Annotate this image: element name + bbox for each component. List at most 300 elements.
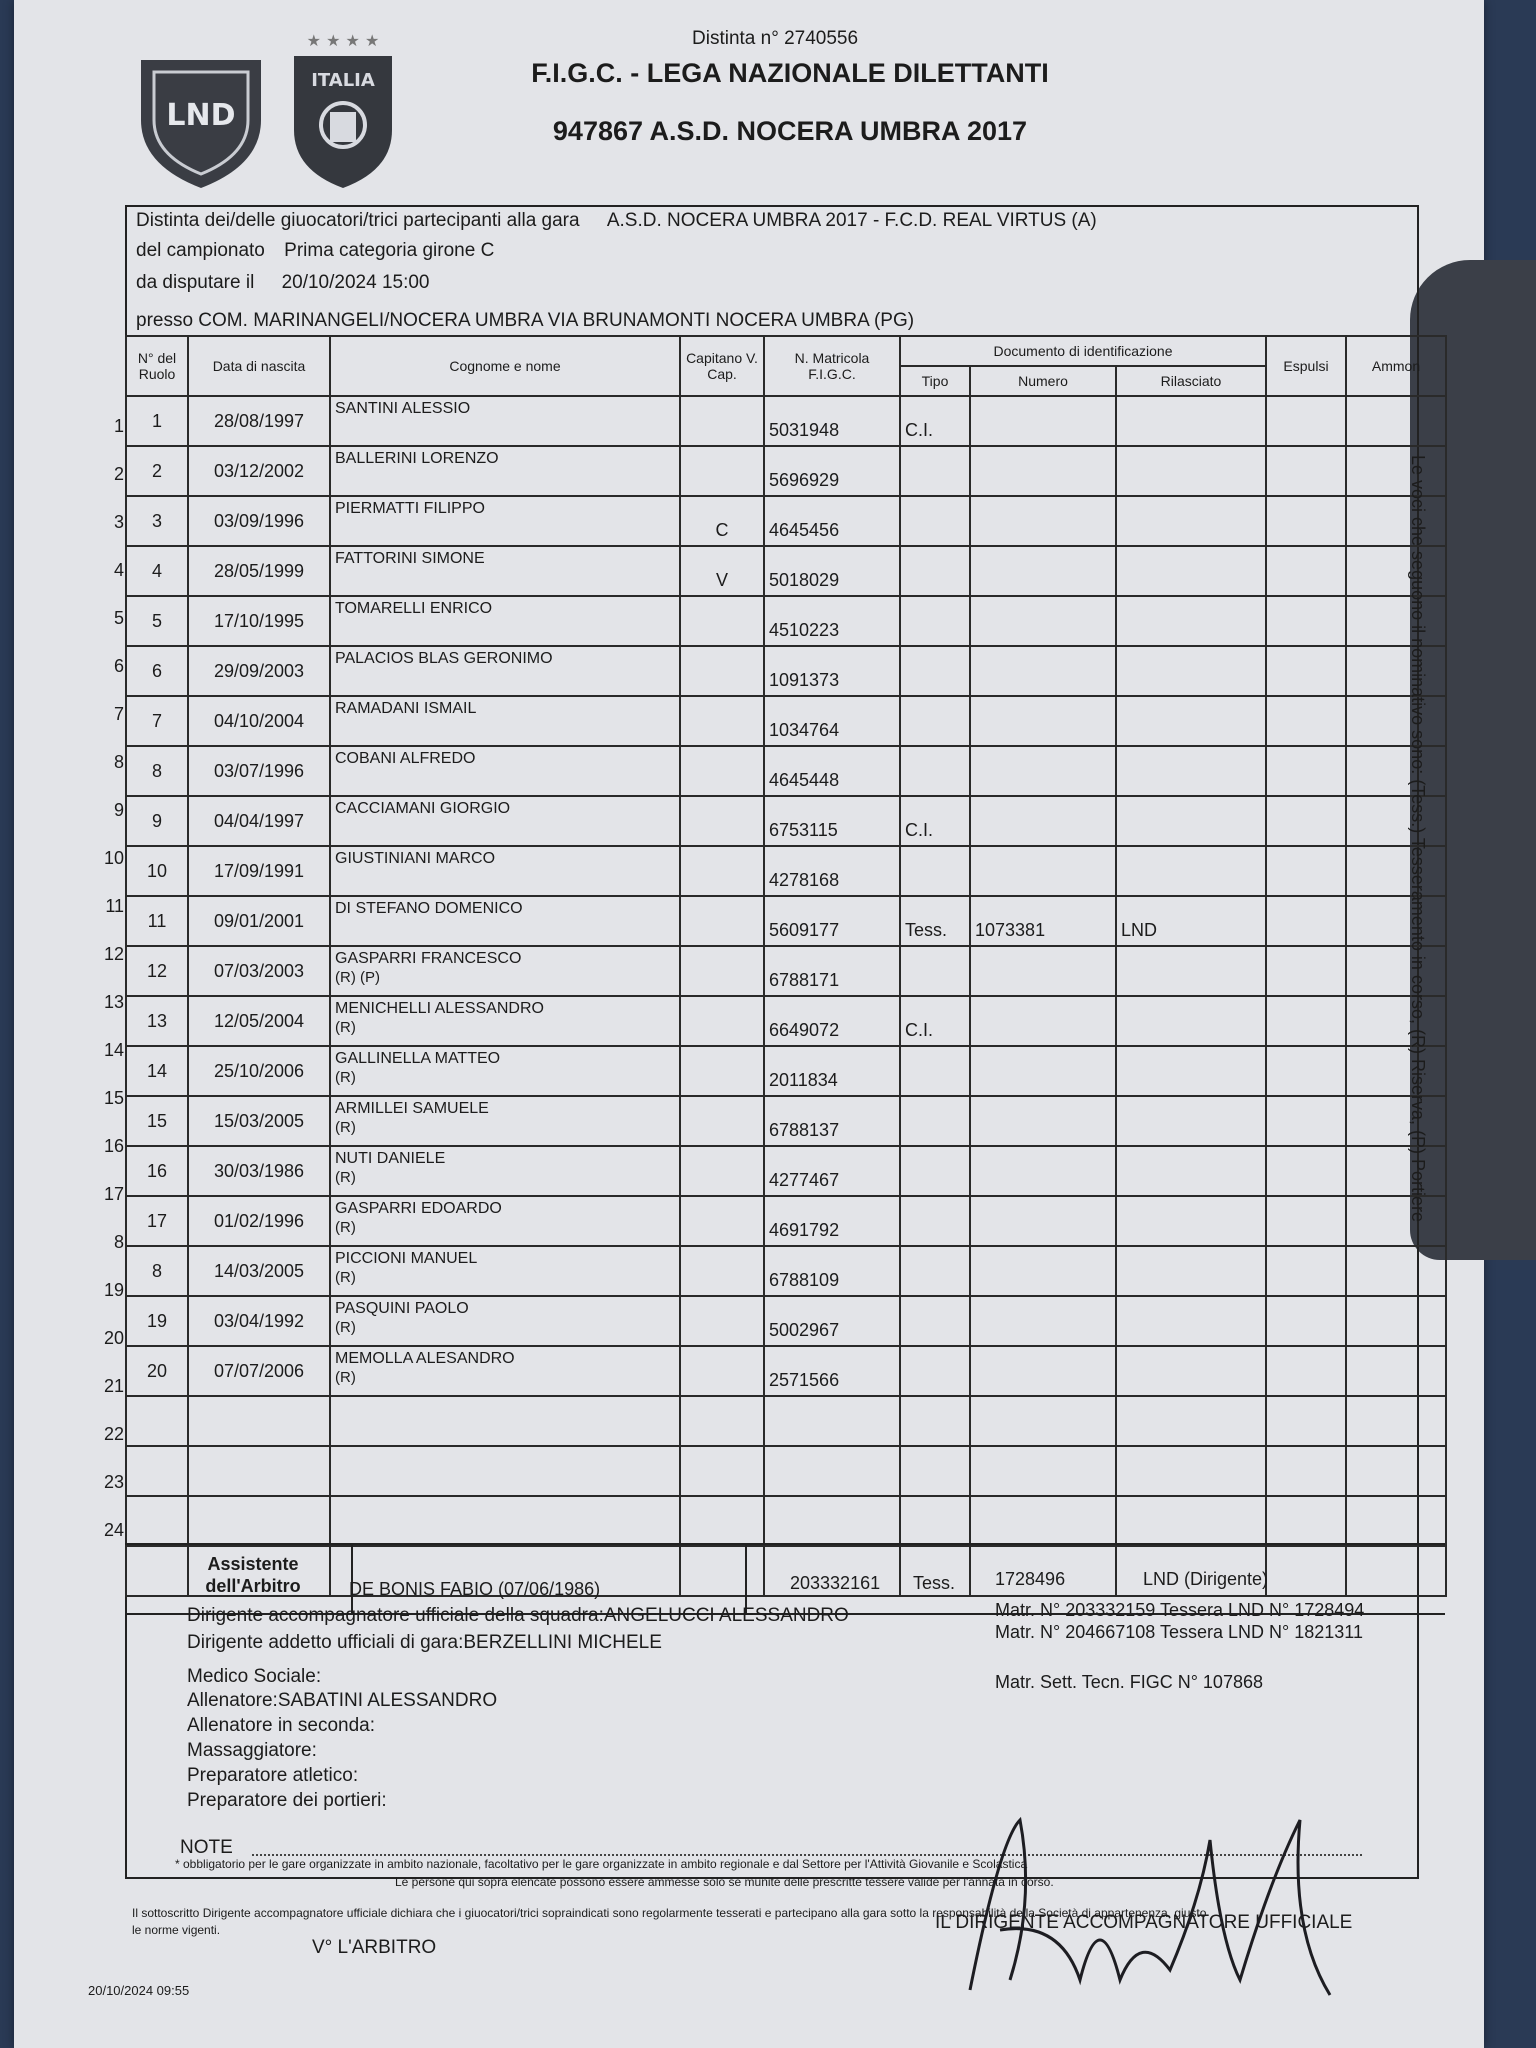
player-ruolo — [126, 1396, 188, 1446]
player-doc-tipo — [900, 1446, 970, 1496]
player-capitano — [680, 596, 764, 646]
player-doc-tipo — [900, 1246, 970, 1296]
player-doc-rilasciato — [1116, 396, 1266, 446]
player-doc-numero — [970, 396, 1116, 446]
player-doc-rilasciato — [1116, 1496, 1266, 1546]
svg-text:★ ★ ★ ★: ★ ★ ★ ★ — [306, 31, 380, 50]
player-espulsi — [1266, 746, 1346, 796]
info-campionato-value: Prima categoria girone C — [284, 240, 495, 261]
player-doc-rilasciato — [1116, 846, 1266, 896]
player-doc-tipo — [900, 696, 970, 746]
player-doc-rilasciato — [1116, 1096, 1266, 1146]
info-gara-value: A.S.D. NOCERA UMBRA 2017 - F.C.D. REAL VIRTUS (A) — [606, 210, 1097, 231]
player-ruolo: 20 — [126, 1346, 188, 1396]
player-doc-rilasciato — [1116, 1046, 1266, 1096]
col-tipo: Tipo — [900, 366, 970, 396]
player-espulsi — [1266, 396, 1346, 446]
player-capitano — [680, 796, 764, 846]
row-number: 7 — [113, 704, 124, 724]
player-nome — [330, 1296, 680, 1346]
player-nome — [330, 446, 680, 496]
table-row — [126, 446, 1446, 496]
row-number: 5 — [113, 608, 124, 628]
player-nascita: 25/10/2006 — [188, 1046, 330, 1096]
player-nascita: 03/12/2002 — [188, 446, 330, 496]
player-nome-text: GIUSTINIANI MARCO — [335, 850, 496, 867]
info-data — [136, 272, 430, 294]
player-capitano — [680, 446, 764, 496]
player-nascita: 04/04/1997 — [188, 796, 330, 846]
table-row — [126, 896, 1446, 946]
player-matricola: 6649072 — [764, 996, 900, 1046]
player-matricola — [764, 1496, 900, 1546]
player-nome — [330, 1246, 680, 1296]
player-nome — [330, 896, 680, 946]
info-data-value: 20/10/2024 15:00 — [281, 272, 430, 293]
player-flags: (R) — [335, 1069, 356, 1086]
player-espulsi — [1266, 1396, 1346, 1446]
col-numero: Numero — [970, 366, 1116, 396]
player-nascita — [188, 1396, 330, 1446]
info-presso: presso COM. MARINANGELI/NOCERA UMBRA VIA BRUNAMONTI NOCERA UMBRA (PG) — [136, 310, 915, 331]
player-ruolo: 1 — [126, 396, 188, 446]
table-row — [126, 396, 1446, 446]
player-doc-numero — [970, 696, 1116, 746]
player-ruolo: 4 — [126, 546, 188, 596]
row-number: 22 — [103, 1424, 124, 1444]
row-number: 8 — [113, 752, 124, 772]
player-doc-numero — [970, 1296, 1116, 1346]
fine-print-2: Le persone qui sopra elencate possono essere ammesse solo se munite delle prescritte tessere valide per l'annata in corso. — [395, 1875, 1054, 1889]
assistente-label: Assistente dell'Arbitro — [205, 1554, 301, 1596]
player-capitano — [680, 646, 764, 696]
player-doc-tipo — [900, 646, 970, 696]
col-capitano: Capitano V. Cap. — [680, 336, 764, 396]
row-number: 23 — [103, 1472, 124, 1492]
player-capitano — [680, 696, 764, 746]
player-nome-text: SANTINI ALESSIO — [335, 400, 471, 417]
player-espulsi — [1266, 1246, 1346, 1296]
player-ammoniti — [1346, 796, 1446, 846]
player-nome-text: COBANI ALFREDO — [335, 750, 476, 767]
row-number: 8 — [113, 1232, 124, 1252]
player-doc-tipo: C.I. — [900, 796, 970, 846]
player-doc-rilasciato — [1116, 1196, 1266, 1246]
player-doc-numero — [970, 446, 1116, 496]
player-doc-rilasciato — [1116, 446, 1266, 496]
player-espulsi — [1266, 496, 1346, 546]
assistente-numero: 1728496 — [995, 1569, 1066, 1589]
player-matricola: 5018029 — [764, 546, 900, 596]
table-row — [126, 1446, 1446, 1496]
header-club: 947867 A.S.D. NOCERA UMBRA 2017 — [552, 116, 1028, 146]
player-doc-numero — [970, 596, 1116, 646]
player-ammoniti — [1346, 1346, 1446, 1396]
player-matricola: 2571566 — [764, 1346, 900, 1396]
player-doc-tipo — [900, 1396, 970, 1446]
player-nascita: 07/03/2003 — [188, 946, 330, 996]
assistente-tipo: Tess. — [913, 1573, 956, 1593]
player-nascita: 17/09/1991 — [188, 846, 330, 896]
player-doc-tipo: Tess. — [900, 896, 970, 946]
player-nascita: 28/05/1999 — [188, 546, 330, 596]
player-ammoniti — [1346, 896, 1446, 946]
player-ruolo: 16 — [126, 1146, 188, 1196]
staff-medico: Medico Sociale: — [187, 1666, 322, 1687]
row-number: 9 — [113, 800, 124, 820]
player-ruolo: 10 — [126, 846, 188, 896]
player-matricola: 5609177 — [764, 896, 900, 946]
player-espulsi — [1266, 1446, 1346, 1496]
player-doc-numero — [970, 546, 1116, 596]
player-doc-numero — [970, 1046, 1116, 1096]
player-ammoniti — [1346, 846, 1446, 896]
player-espulsi — [1266, 696, 1346, 746]
player-espulsi — [1266, 1496, 1346, 1546]
handwritten-signature — [940, 1780, 1360, 2010]
player-doc-numero — [970, 1146, 1116, 1196]
staff-atletico: Preparatore atletico: — [187, 1765, 359, 1786]
table-row — [126, 1146, 1446, 1196]
player-nome — [330, 1046, 680, 1096]
col-ruolo: N° del Ruolo — [126, 336, 188, 396]
player-doc-rilasciato — [1116, 946, 1266, 996]
italia-logo-text: ITALIA — [311, 70, 375, 91]
table-row — [126, 696, 1446, 746]
player-ammoniti — [1346, 396, 1446, 446]
info-gara — [136, 210, 1097, 232]
player-matricola: 6788171 — [764, 946, 900, 996]
player-espulsi — [1266, 946, 1346, 996]
col-matricola: N. Matricola F.I.G.C. — [764, 336, 900, 396]
player-ruolo: 9 — [126, 796, 188, 846]
player-doc-tipo — [900, 746, 970, 796]
player-doc-tipo: C.I. — [900, 996, 970, 1046]
player-nome — [330, 996, 680, 1046]
player-ruolo: 17 — [126, 1196, 188, 1246]
player-ammoniti — [1346, 1196, 1446, 1246]
player-nascita: 04/10/2004 — [188, 696, 330, 746]
player-nome — [330, 596, 680, 646]
player-ruolo: 5 — [126, 596, 188, 646]
player-doc-tipo — [900, 1196, 970, 1246]
col-ammoniti: Ammon — [1346, 336, 1446, 396]
player-doc-rilasciato: LND — [1116, 896, 1266, 946]
assistente-matr: 203332161 — [790, 1573, 881, 1593]
player-doc-rilasciato — [1116, 1396, 1266, 1446]
player-matricola: 1091373 — [764, 646, 900, 696]
row-number: 1 — [113, 416, 124, 436]
player-nascita: 03/04/1992 — [188, 1296, 330, 1346]
player-capitano: C — [680, 496, 764, 546]
player-espulsi — [1266, 796, 1346, 846]
col-documento: Documento di identificazione — [900, 336, 1266, 366]
row-number: 20 — [103, 1328, 124, 1348]
player-doc-numero — [970, 1196, 1116, 1246]
player-nome — [330, 696, 680, 746]
info-data-label: da disputare il — [136, 272, 255, 293]
player-capitano — [680, 1046, 764, 1096]
player-nascita: 29/09/2003 — [188, 646, 330, 696]
player-nome-text: PIERMATTI FILIPPO — [335, 500, 485, 517]
player-nascita: 30/03/1986 — [188, 1146, 330, 1196]
assistente-nome: DE BONIS FABIO (07/06/1986) — [349, 1579, 601, 1599]
table-row — [126, 746, 1446, 796]
player-capitano — [680, 846, 764, 896]
player-nome-text: GALLINELLA MATTEO — [335, 1050, 501, 1067]
player-flags: (R) — [335, 1019, 356, 1036]
note-label: NOTE — [180, 1837, 233, 1858]
player-espulsi — [1266, 846, 1346, 896]
player-matricola: 5031948 — [764, 396, 900, 446]
player-nome — [330, 1496, 680, 1546]
player-ammoniti — [1346, 1296, 1446, 1346]
player-nome-text: DI STEFANO DOMENICO — [335, 900, 523, 917]
player-ammoniti — [1346, 1246, 1446, 1296]
player-ammoniti — [1346, 1446, 1446, 1496]
player-ruolo: 13 — [126, 996, 188, 1046]
player-nome-text: PICCIONI MANUEL — [335, 1250, 478, 1267]
player-nascita: 28/08/1997 — [188, 396, 330, 446]
player-ammoniti — [1346, 596, 1446, 646]
player-nome — [330, 1346, 680, 1396]
staff-matr-2: Matr. N° 204667108 Tessera LND N° 1821311 — [995, 1622, 1363, 1642]
player-doc-tipo: C.I. — [900, 396, 970, 446]
player-espulsi — [1266, 646, 1346, 696]
player-nome-text: ARMILLEI SAMUELE — [335, 1100, 489, 1117]
player-capitano — [680, 1496, 764, 1546]
player-nome — [330, 796, 680, 846]
player-nome — [330, 1146, 680, 1196]
player-doc-tipo — [900, 1046, 970, 1096]
player-matricola: 6753115 — [764, 796, 900, 846]
row-number: 2 — [113, 464, 124, 484]
player-nome — [330, 746, 680, 796]
player-doc-numero — [970, 946, 1116, 996]
player-doc-rilasciato — [1116, 596, 1266, 646]
player-capitano — [680, 1346, 764, 1396]
player-ruolo: 14 — [126, 1046, 188, 1096]
staff-massaggiatore: Massaggiatore: — [187, 1740, 317, 1761]
player-matricola: 2011834 — [764, 1046, 900, 1096]
player-espulsi — [1266, 896, 1346, 946]
player-nome — [330, 396, 680, 446]
player-ammoniti — [1346, 1496, 1446, 1546]
assistente-ril: LND (Dirigente) — [1143, 1569, 1269, 1589]
player-doc-numero — [970, 496, 1116, 546]
player-capitano — [680, 896, 764, 946]
fine-print-4: le norme vigenti. — [132, 1923, 221, 1937]
print-timestamp: 20/10/2024 09:55 — [88, 1983, 190, 1998]
arbitro-signature-label: V° L'ARBITRO — [312, 1937, 437, 1958]
staff-seconda: Allenatore in seconda: — [187, 1715, 376, 1736]
player-nascita: 14/03/2005 — [188, 1246, 330, 1296]
player-doc-rilasciato — [1116, 496, 1266, 546]
player-doc-numero — [970, 1246, 1116, 1296]
row-number: 21 — [103, 1376, 124, 1396]
staff-matr-3: Matr. Sett. Tecn. FIGC N° 107868 — [995, 1672, 1263, 1692]
player-doc-rilasciato — [1116, 996, 1266, 1046]
player-ruolo: 8 — [126, 1246, 188, 1296]
player-ruolo: 12 — [126, 946, 188, 996]
player-nome-text: GASPARRI FRANCESCO — [335, 950, 522, 967]
player-ruolo: 19 — [126, 1296, 188, 1346]
player-capitano — [680, 1096, 764, 1146]
player-capitano — [680, 1446, 764, 1496]
player-ammoniti — [1346, 1096, 1446, 1146]
player-nome — [330, 546, 680, 596]
col-rilasciato: Rilasciato — [1116, 366, 1266, 396]
player-doc-tipo — [900, 1096, 970, 1146]
staff-portieri: Preparatore dei portieri: — [187, 1790, 387, 1811]
player-matricola — [764, 1396, 900, 1446]
player-nome-text: PALACIOS BLAS GERONIMO — [335, 650, 553, 667]
player-capitano — [680, 946, 764, 996]
player-doc-numero — [970, 996, 1116, 1046]
player-espulsi — [1266, 1046, 1346, 1096]
col-espulsi: Espulsi — [1266, 336, 1346, 396]
player-doc-rilasciato — [1116, 1146, 1266, 1196]
roster-table — [125, 335, 1447, 1597]
player-doc-rilasciato — [1116, 1446, 1266, 1496]
table-row — [126, 546, 1446, 596]
staff-allenatore: Allenatore:SABATINI ALESSANDRO — [187, 1690, 498, 1711]
player-nome — [330, 1446, 680, 1496]
player-matricola: 4645448 — [764, 746, 900, 796]
player-ruolo: 15 — [126, 1096, 188, 1146]
player-ammoniti — [1346, 646, 1446, 696]
table-row — [126, 1096, 1446, 1146]
player-matricola: 5696929 — [764, 446, 900, 496]
row-number: 4 — [113, 560, 124, 580]
player-capitano — [680, 996, 764, 1046]
player-ammoniti — [1346, 1146, 1446, 1196]
player-doc-tipo — [900, 546, 970, 596]
row-number: 16 — [103, 1136, 124, 1156]
player-ruolo: 11 — [126, 896, 188, 946]
player-capitano — [680, 1196, 764, 1246]
player-flags: (R) — [335, 1319, 356, 1336]
row-number: 15 — [103, 1088, 124, 1108]
player-nome-text: MENICHELLI ALESSANDRO — [335, 1000, 544, 1017]
player-nome — [330, 646, 680, 696]
player-flags: (R) — [335, 1369, 356, 1386]
player-capitano — [680, 1146, 764, 1196]
player-doc-rilasciato — [1116, 1346, 1266, 1396]
player-doc-rilasciato — [1116, 1296, 1266, 1346]
player-ammoniti — [1346, 1046, 1446, 1096]
player-nome-text: FATTORINI SIMONE — [335, 550, 485, 567]
player-nascita: 09/01/2001 — [188, 896, 330, 946]
table-row — [126, 1296, 1446, 1346]
table-row — [126, 946, 1446, 996]
player-doc-tipo — [900, 946, 970, 996]
player-capitano — [680, 1396, 764, 1446]
player-doc-rilasciato — [1116, 746, 1266, 796]
player-nome-text: PASQUINI PAOLO — [335, 1300, 469, 1317]
staff-accompagnatore: Dirigente accompagnatore ufficiale della squadra:ANGELUCCI ALESSANDRO — [187, 1605, 849, 1626]
player-capitano — [680, 396, 764, 446]
table-row — [126, 1246, 1446, 1296]
player-doc-numero — [970, 646, 1116, 696]
player-nascita: 03/09/1996 — [188, 496, 330, 546]
player-doc-tipo — [900, 1296, 970, 1346]
player-matricola: 6788137 — [764, 1096, 900, 1146]
player-ruolo — [126, 1446, 188, 1496]
row-number: 24 — [103, 1520, 124, 1540]
player-ammoniti — [1346, 446, 1446, 496]
player-doc-tipo — [900, 1496, 970, 1546]
row-number: 10 — [103, 848, 124, 868]
table-row — [126, 996, 1446, 1046]
table-row — [126, 496, 1446, 546]
player-nome — [330, 1196, 680, 1246]
row-number: 14 — [103, 1040, 124, 1060]
player-doc-numero — [970, 1396, 1116, 1446]
player-nome — [330, 846, 680, 896]
player-matricola: 4645456 — [764, 496, 900, 546]
player-ammoniti — [1346, 696, 1446, 746]
player-doc-tipo — [900, 1346, 970, 1396]
staff-matr-1: Matr. N° 203332159 Tessera LND N° 1728494 — [995, 1600, 1365, 1620]
player-doc-tipo — [900, 846, 970, 896]
table-row — [126, 646, 1446, 696]
player-nome-text: NUTI DANIELE — [335, 1150, 446, 1167]
player-doc-rilasciato — [1116, 796, 1266, 846]
player-doc-tipo — [900, 596, 970, 646]
row-number: 11 — [105, 896, 124, 916]
player-matricola: 6788109 — [764, 1246, 900, 1296]
player-nome-text: CACCIAMANI GIORGIO — [335, 800, 511, 817]
row-number: 12 — [103, 944, 124, 964]
player-nome — [330, 1096, 680, 1146]
player-nascita: 01/02/1996 — [188, 1196, 330, 1246]
player-nascita: 17/10/1995 — [188, 596, 330, 646]
player-doc-rilasciato — [1116, 546, 1266, 596]
row-number: 13 — [103, 992, 124, 1012]
table-row — [126, 1046, 1446, 1096]
player-doc-numero — [970, 1496, 1116, 1546]
player-espulsi — [1266, 1196, 1346, 1246]
player-nome — [330, 1396, 680, 1446]
player-matricola: 4691792 — [764, 1196, 900, 1246]
player-ammoniti — [1346, 1396, 1446, 1446]
player-nome — [330, 496, 680, 546]
player-matricola: 1034764 — [764, 696, 900, 746]
vertical-legend: Le voci che seguono il nominativo sono: (Tess.) Tesseramento in corso, (R) Riserva, (P) Portiere — [1408, 455, 1428, 1222]
player-nascita: 15/03/2005 — [188, 1096, 330, 1146]
player-doc-numero — [970, 846, 1116, 896]
player-doc-numero — [970, 1096, 1116, 1146]
col-nascita: Data di nascita — [188, 336, 330, 396]
player-ammoniti — [1346, 746, 1446, 796]
player-ammoniti — [1346, 946, 1446, 996]
player-ruolo: 2 — [126, 446, 188, 496]
player-matricola: 4277467 — [764, 1146, 900, 1196]
player-espulsi — [1266, 546, 1346, 596]
staff-addetto: Dirigente addetto ufficiali di gara:BERZELLINI MICHELE — [187, 1632, 662, 1653]
player-nascita: 03/07/1996 — [188, 746, 330, 796]
player-ammoniti — [1346, 546, 1446, 596]
table-row — [126, 1196, 1446, 1246]
player-espulsi — [1266, 1146, 1346, 1196]
info-campionato-label: del campionato — [136, 240, 265, 261]
player-espulsi — [1266, 446, 1346, 496]
player-ruolo: 8 — [126, 746, 188, 796]
player-doc-numero — [970, 746, 1116, 796]
player-nome-text: GASPARRI EDOARDO — [335, 1200, 502, 1217]
info-campionato — [136, 240, 494, 262]
